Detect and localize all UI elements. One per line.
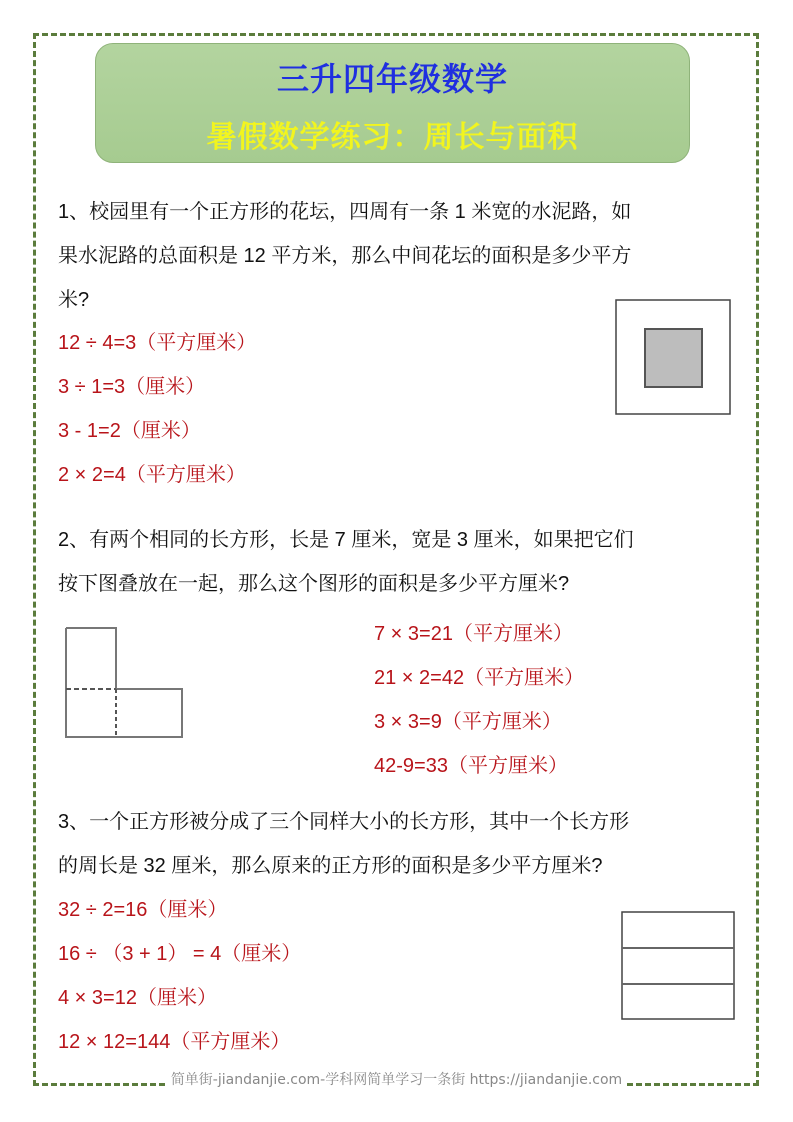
answer-step: 7 × 3=21（平方厘米） [374,623,573,645]
question-line: 按下图叠放在一起，那么这个图形的面积是多少平方厘米? [58,573,570,595]
question-line: 2、有两个相同的长方形，长是 7 厘米，宽是 3 厘米，如果把它们 [58,529,634,551]
question-line: 1、校园里有一个正方形的花坛，四周有一条 1 米宽的水泥路，如 [58,201,632,223]
answer-step: 3 × 3=9（平方厘米） [374,711,562,733]
page-title: 三升四年级数学 [276,60,508,98]
flowerbed-figure [615,299,733,417]
answer-step: 3 ÷ 1=3（厘米） [58,376,206,398]
footer-text: 简单街-jiandanjie.com-学科网简单学习一条街 https://jiandanjie.com [167,1072,626,1088]
answer-step: 12 ÷ 4=3（平方厘米） [58,332,257,354]
l-shape-figure [64,626,186,740]
answer-step: 2 × 2=4（平方厘米） [58,464,246,486]
question-line: 果水泥路的总面积是 12 平方米，那么中间花坛的面积是多少平方 [58,245,632,267]
footer-watermark [0,1069,793,1089]
answer-1 [58,321,256,497]
answer-step: 32 ÷ 2=16（厘米） [58,899,228,921]
split-square-figure [620,910,738,1022]
answer-step: 21 × 2=42（平方厘米） [374,667,585,689]
title-banner [95,43,690,163]
answer-step: 3 - 1=2（厘米） [58,420,201,442]
answer-step: 16 ÷ （3 + 1） = 4（厘米） [58,943,302,965]
answer-step: 12 × 12=144（平方厘米） [58,1031,291,1053]
question-line: 3、一个正方形被分成了三个同样大小的长方形，其中一个长方形 [58,811,630,833]
answer-step: 42-9=33（平方厘米） [374,755,568,777]
answer-2 [374,612,584,788]
question-3 [58,800,743,888]
page-subtitle: 暑假数学练习：周长与面积 [206,120,579,155]
answer-step: 4 × 3=12（厘米） [58,987,217,1009]
answer-3 [58,888,301,1064]
question-2 [58,518,743,606]
question-line: 米? [58,289,90,311]
question-line: 的周长是 32 厘米，那么原来的正方形的面积是多少平方厘米? [58,855,603,877]
